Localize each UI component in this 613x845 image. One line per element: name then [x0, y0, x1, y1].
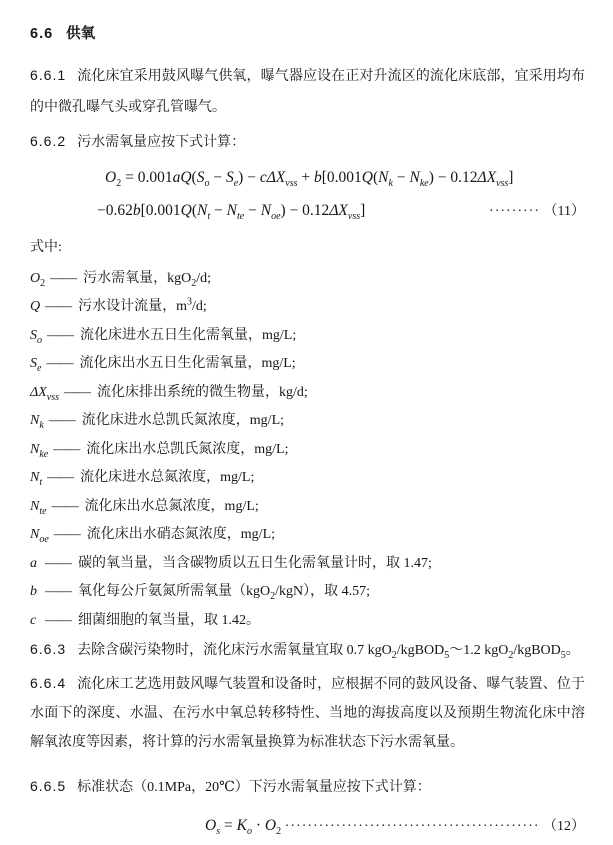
definition-row	[30, 384, 585, 401]
symbol: $S_o$	[30, 327, 42, 346]
dash-separator: ——	[45, 612, 71, 628]
dash-separator: ——	[45, 584, 71, 599]
definition-row	[30, 555, 585, 572]
dash-separator: ——	[46, 356, 73, 371]
symbol-description: 流化床出水总凯氏氮浓度，mg/L;	[86, 441, 289, 457]
equation-11	[30, 161, 585, 228]
symbol: $N_{ke}$	[30, 441, 49, 460]
clause-text: 流化床工艺选用鼓风曝气装置和设备时，应根据不同的鼓风设备、曝气装置、位于水面下的深度、水温、在污水中氧总转移特性、当地的海拔高度以及预期生物流化床中溶解氧浓度等因素，将计算的污水需氧量换算为标准状态下污水需氧量。	[30, 676, 585, 750]
dash-separator: ——	[53, 527, 80, 542]
definition-row	[30, 441, 585, 458]
section-title: 供氧	[66, 26, 96, 42]
dash-separator: ——	[50, 270, 77, 286]
clause-number: 6.6.5	[30, 777, 67, 794]
dot-leader: ·············································	[284, 818, 540, 834]
dash-separator: ——	[45, 299, 72, 314]
symbol: $N_t$	[30, 470, 43, 488]
clause-text: 污水需氧量应按下式计算：	[77, 135, 246, 150]
definition-row	[30, 583, 585, 600]
definition-row	[30, 469, 585, 486]
clause-number: 6.6.4	[30, 674, 67, 691]
clause-6-6-5	[30, 775, 585, 799]
dash-separator: ——	[53, 441, 80, 457]
symbol-definition-list	[30, 270, 585, 629]
dash-separator: ——	[64, 384, 91, 400]
definition-row	[30, 298, 585, 315]
symbol: c	[30, 612, 37, 628]
symbol-description: 流化床进水总氮浓度，mg/L;	[80, 470, 255, 485]
equation-number: （12）	[543, 818, 585, 834]
clause-6-6-3	[30, 638, 585, 662]
definition-row	[30, 327, 585, 344]
section-heading	[30, 25, 585, 43]
symbol: $N_{oe}$	[30, 527, 49, 545]
definition-row	[30, 355, 585, 372]
clause-6-6-1	[30, 60, 585, 123]
symbol: b	[30, 584, 37, 599]
clause-number: 6.6.3	[30, 640, 67, 657]
clause-6-6-2	[30, 130, 585, 154]
symbol-description: 流化床排出系统的微生物量，kg/d;	[97, 384, 308, 400]
dash-separator: ——	[47, 470, 74, 485]
symbol: $N_{te}$	[30, 498, 47, 517]
dash-separator: ——	[45, 555, 71, 571]
equation-12	[30, 814, 585, 839]
dash-separator: ——	[47, 327, 73, 343]
definition-row	[30, 270, 585, 287]
symbol-description: 污水需氧量，kgO$_2$/d;	[83, 270, 212, 289]
symbol-description: 氧化每公斤氨氮所需氧量（kgO$_2$/kgN），取 4.57;	[78, 584, 371, 602]
formula-text: $O_s = K_o \cdot O_2$	[205, 816, 282, 837]
symbol-description: 流化床出水总氮浓度，mg/L;	[84, 498, 259, 514]
symbol-description: 流化床进水五日生化需氧量，mg/L;	[80, 327, 297, 343]
clause-number: 6.6.2	[30, 133, 67, 149]
definition-row	[30, 612, 585, 629]
definition-row	[30, 412, 585, 429]
formula-text: $O_2 = 0.001aQ(S_o - S_e) - c\Delta X_{vss} + b[0.001Q(N_k - N_{ke}) - 0.12\Delta X_{vss}]$	[105, 169, 514, 190]
symbol-description: 流化床出水硝态氮浓度，mg/L;	[86, 527, 276, 542]
dash-separator: ——	[48, 413, 75, 428]
symbol: $N_k$	[30, 413, 44, 431]
dot-leader: ·········	[489, 204, 541, 219]
where-label: 式中:	[30, 240, 62, 255]
section-number: 6.6	[30, 26, 54, 42]
symbol: $O_2$	[30, 270, 46, 289]
symbol-description: 污水设计流量，$m^3/d$;	[78, 296, 207, 314]
clause-text: 流化床宜采用鼓风曝气供氧，曝气器应设在正对升流区的流化床底部，宜采用均布的中微孔曝气头或穿孔管曝气。	[30, 69, 585, 115]
clause-number: 6.6.1	[30, 67, 67, 83]
symbol-description: 碳的氧当量，当含碳物质以五日生化需氧量计时，取 1.47;	[78, 555, 432, 571]
symbol: $\Delta X_{vss}$	[30, 384, 60, 403]
dash-separator: ——	[51, 498, 78, 514]
clause-text: 标准状态（0.1MPa，20℃）下污水需氧量应按下式计算：	[77, 779, 431, 795]
equation-number-group	[285, 815, 585, 839]
equation-11-line-1	[30, 161, 585, 194]
formula-text: $-0.62b[0.001Q(N_t - N_{te} - N_{oe}) - 0.12\Delta X_{vss}]$	[97, 202, 366, 223]
symbol: a	[30, 555, 37, 571]
definition-row	[30, 498, 585, 515]
symbol-description: 细菌细胞的氧当量，取 1.42。	[78, 612, 260, 628]
symbol: $S_e$	[30, 356, 42, 374]
equation-number: （11）	[543, 204, 585, 219]
symbol-description: 流化床进水总凯氏氮浓度，mg/L;	[81, 413, 285, 428]
definition-row	[30, 526, 585, 543]
equation-number-group	[489, 195, 585, 228]
symbol: Q	[30, 299, 41, 314]
clause-text: 去除含碳污染物时，流化床污水需氧量宜取 0.7 kgO$_2$/kgBOD$_5$～1.2 kgO$_2$/kgBOD$_5$。	[77, 642, 580, 661]
equation-11-line-2	[30, 194, 585, 228]
symbol-description: 流化床出水五日生化需氧量，mg/L;	[79, 356, 296, 371]
clause-6-6-4	[30, 669, 585, 757]
